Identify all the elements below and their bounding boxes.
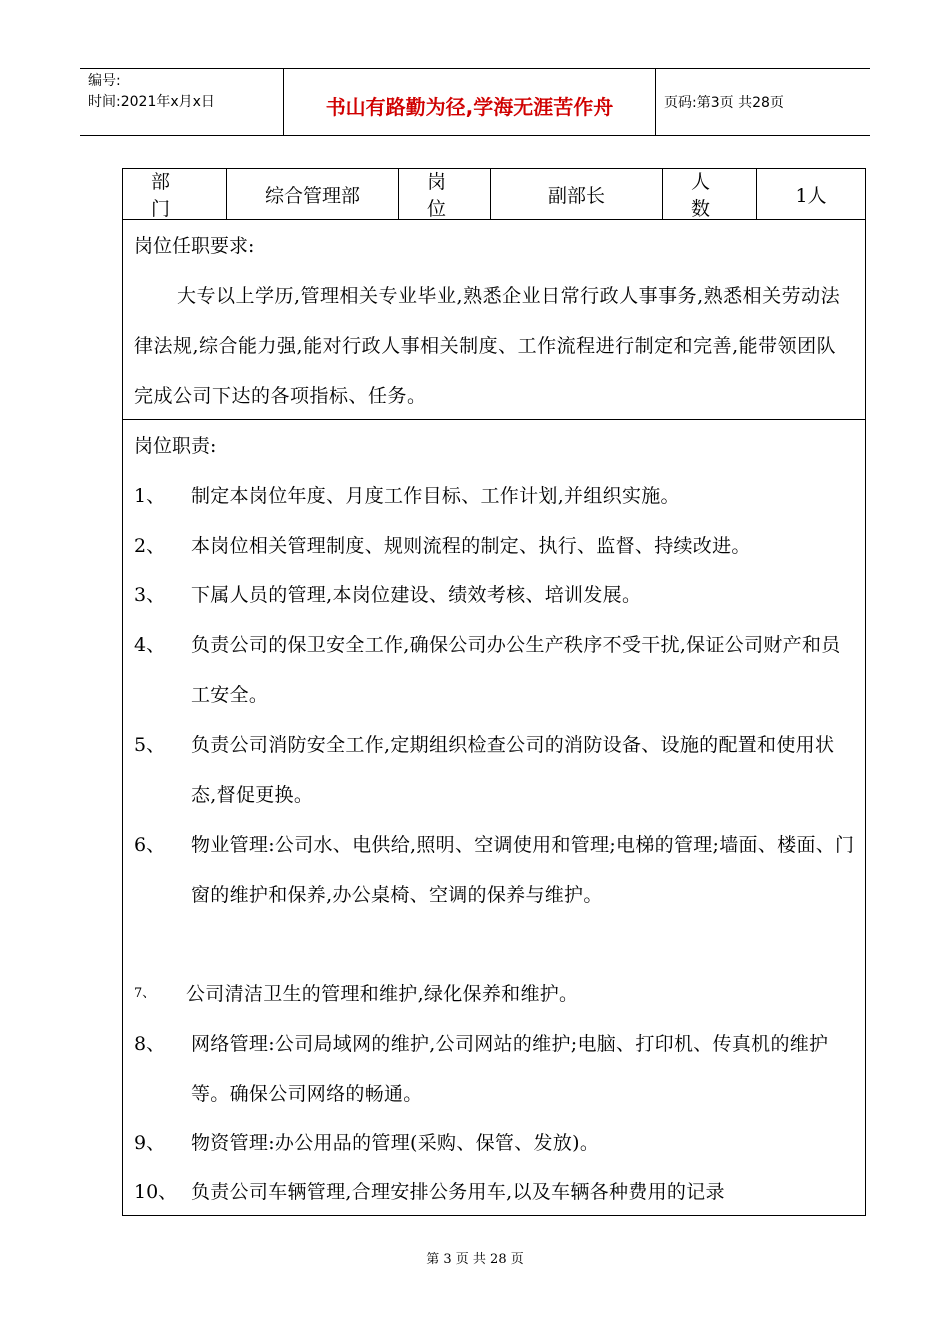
header-motto: 书山有路勤为径,学海无涯苦作舟 — [284, 69, 656, 135]
requirements-title: 岗位任职要求: — [134, 235, 255, 257]
header-page-info: 页码:第3页 共28页 — [664, 95, 784, 111]
dept-value: 综合管理部 — [227, 169, 399, 219]
table-header-row — [123, 169, 865, 220]
page-footer: 第 3 页 共 28 页 — [426, 1252, 524, 1267]
requirements-section — [123, 219, 865, 420]
count-value: 1人 — [795, 184, 827, 207]
job-description-table — [122, 168, 866, 1216]
page-header — [80, 68, 870, 136]
time-label: 时间:2021年x月x日 — [88, 94, 215, 110]
number-label: 编号: — [88, 73, 121, 89]
dept-label: 部门 — [151, 171, 199, 220]
count-label: 人数 — [691, 171, 739, 220]
post-label: 岗位 — [427, 171, 475, 220]
header-meta — [80, 69, 284, 135]
requirements-text: 大专以上学历,管理相关专业毕业,熟悉企业日常行政人事事务,熟悉相关劳动法律法规,综合能力强,能对行政人事相关制度、工作流程进行制定和完善,能带领团队完成公司下达的各项指标、任务。 — [134, 285, 841, 407]
duties-title: 岗位职责: — [134, 435, 217, 457]
duties-section: 岗位职责: 1、 制定本岗位年度、月度工作目标、工作计划,并组织实施。 2、 本岗位相关管理制度、规则流程的制定、执行、监督、持续改进。 3、 下属人员的管理,本岗位建设、绩效考核、培训发展。 4、 负责公司的保卫安全工作,确保公司办公生产秩序不受干扰,保证公司财产和员工安全。 5、 负责公司消防安全工作,定期组织检查公司的消防设备、设施的配置和使用状态,督促更换。 6、 物业管理:公司水、电供给,照明、空调使用和管理;电梯的管理;墙面、楼面、门窗的维护和保养,办公桌椅、空调的保养与维护。 7、 公司清洁卫生的管理和维护,绿化保养和维护。 8、 网络管理:公司局域网的维护,公司网站的维护;电脑、打印机、传真机的维护等。确保公司网络的畅通。 9、 物资管理:办公用品的管理(采购、保管、发放)。 10、 负责公司车辆管理,合理安排公务用车,以及车辆各种费用的记录 — [123, 419, 865, 1215]
post-value: 副部长 — [491, 169, 663, 219]
